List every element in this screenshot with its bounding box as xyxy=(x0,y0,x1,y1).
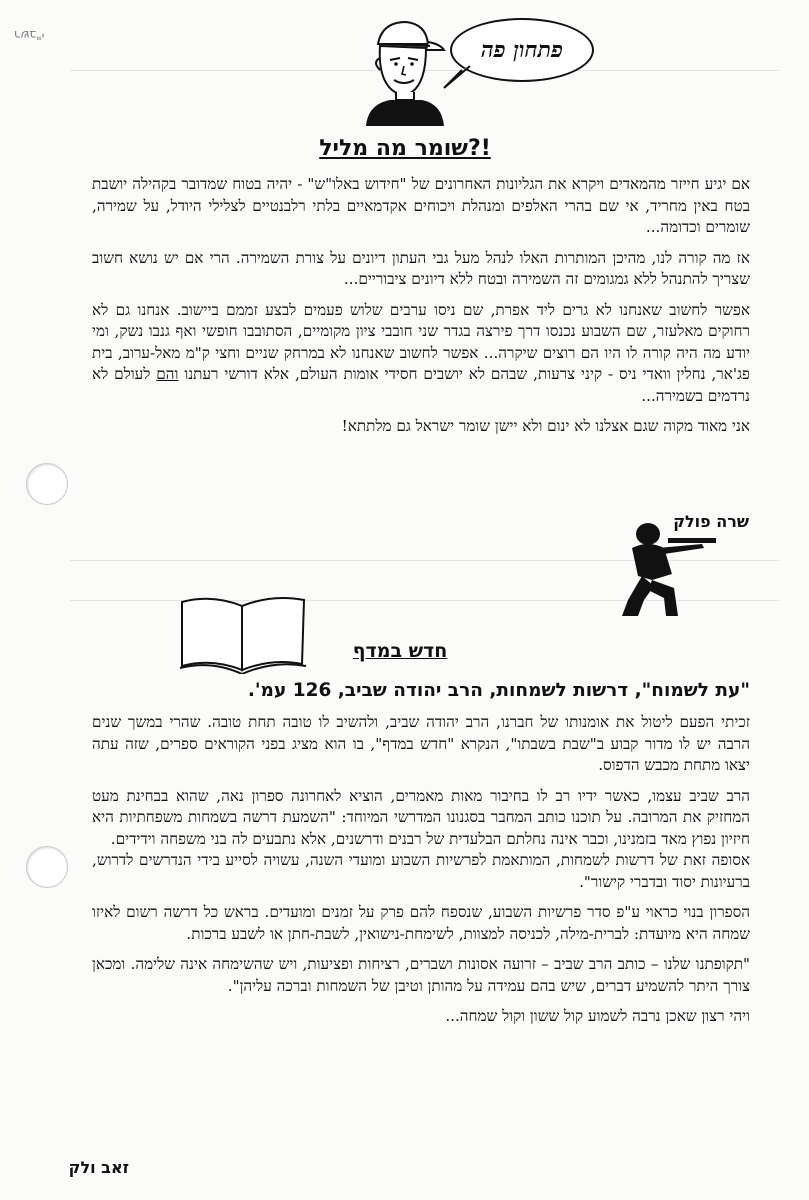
speech-bubble-text: פתחון פה xyxy=(481,37,563,63)
soldier-icon xyxy=(608,518,728,618)
article-paragraph xyxy=(92,300,750,408)
header-cartoon xyxy=(340,8,600,126)
article-paragraph: "תקופתנו שלנו – כותב הרב שביב – זרועה אסונות ושברים, רציחות ופציעות, ויש שהשימחה אינה שלימה. ומכאן צורך היתר להשמיע דברים, שיש בהם עמידה על מהותן וטיבן של השמחות וברכה עליהן". xyxy=(92,955,750,995)
article-paragraph: אז מה קורה לנו, מהיכן המותרות האלו לנהל מעל גבי העתון דיונים על צורת השמירה. הרי אם יש נושא חשוב שצריך להתנהל ללא גמגומים זה השמירה ובטח ללא דיונים ציבוריים... xyxy=(92,248,750,288)
article-paragraph: אני מאוד מקוה שגם אצלנו לא ינום ולא יישן שומר ישראל גם מלתתא! xyxy=(341,417,750,435)
author-signature: שרה פולק xyxy=(673,512,749,531)
article-body xyxy=(92,174,750,447)
punch-hole xyxy=(26,463,68,505)
article-paragraph: הרב שביב עצמו, כאשר ידיו רב לו בחיבור מאות מאמרים, הוציא לאחרונה ספרון נאה, שהוא בבחינת מעט המחזיק את המרובה. על תוכנו כותב המחבר בסגנונו המדרשי המיוחד: "השמעת דרשה בשמחות משפחתיות היא חיזיון נפוץ מאד בזמנינו, וכבר אינה נחלתם הבלעדית של רבנים ודרשנים, אלא נתבעים לה בני משפחה וידידים. xyxy=(92,786,750,848)
article-title: שומר מה מליל?! xyxy=(319,136,491,161)
underlined-word: והם xyxy=(156,365,179,383)
article-paragraph: אסופה זאת של דרשות לשמחות, המותאמת לפרשיות השבוע ומועדי השנה, עשויה לסייע בידי הנדרשים לדרוש, ברעיונות יסוד ובדברי קישור". xyxy=(92,851,750,891)
article-paragraph: הספרון בנוי כראוי ע"פ סדר פרשיות השבוע, שנספח להם פרק על זמנים ומועדים. בראש כל דרשה רשום לאיזו שמחה היא מיועדת: לברית-מילה, לכניסה למצוות, לשימחת-נישואין, לשבת-חתן או לשבע ברכות. xyxy=(92,903,750,943)
article-body xyxy=(92,712,750,1037)
article-paragraph: זכיתי הפעם ליטול את אומנותו של חברנו, הרב יהודה שביב, ולהשיב לו טובה תחת טובה. שהרי במשך שנים הרבה יש לו מדור קבוע ב"שבת בשבתו", הנקרא "חדש במדף", בו הוא מציג בפני הקוראים ספרים, שזה עתה יצאו מתחת מכבש הדפוס. xyxy=(92,713,750,774)
speech-bubble-tail-icon xyxy=(440,62,480,92)
paragraph-text: לעולם לא נרדמים בשמירה... xyxy=(92,365,750,405)
paragraph-text: אפשר לחשוב שאנחנו לא גרים ליד אפרת, שם ניסו ערבים שלוש פעמים לבצע זממם ביישוב. אנחנו גם לא רחוקים מאלעזר, שם השבוע נכנסו דרך פירצה בגדר שני חובבי ציון מקומיים, הסתובבו חופשי ואף גנבו נשק, ומי יודע מה היה קורה לו היו הם רוצים שיקרה... אפשר לחשוב שאנחנו לא במרחק שניים וחצי ק"מ מאל-ערוב, בית פג'אר, נחלין וואדי ניס - קיני צרעות, שבהם לא יושבים חסידי אומות העולם, אלא דורשי רעתנו xyxy=(92,300,751,383)
article-paragraph: ויהי רצון שאכן נרבה לשמוע קול ששון וקול שמחה... xyxy=(445,1007,750,1025)
author-signature: זאב ולק xyxy=(68,1158,129,1177)
corner-text: רשב"י xyxy=(14,28,45,42)
punch-hole xyxy=(26,846,68,888)
article-paragraph: אם יגיע חייזר מהמאדים ויקרא את הגליונות האחרונים של "חידוש באלו"ש" - יהיה בטוח שמדובר בקהילה יושבת בטח באין מחריד, אי שם בהרי האלפים ומנהלת ויכוחים אקדמאיים בלתי רלבנטיים לצלילי היודל, על שמירה, שומרים וכדומה... xyxy=(92,175,750,236)
open-book-icon xyxy=(178,590,308,674)
book-title: "עת לשמוח", דרשות לשמחות, הרב יהודה שביב, 126 עמ'. xyxy=(247,680,750,701)
article-title: חדש במדף xyxy=(352,640,448,662)
